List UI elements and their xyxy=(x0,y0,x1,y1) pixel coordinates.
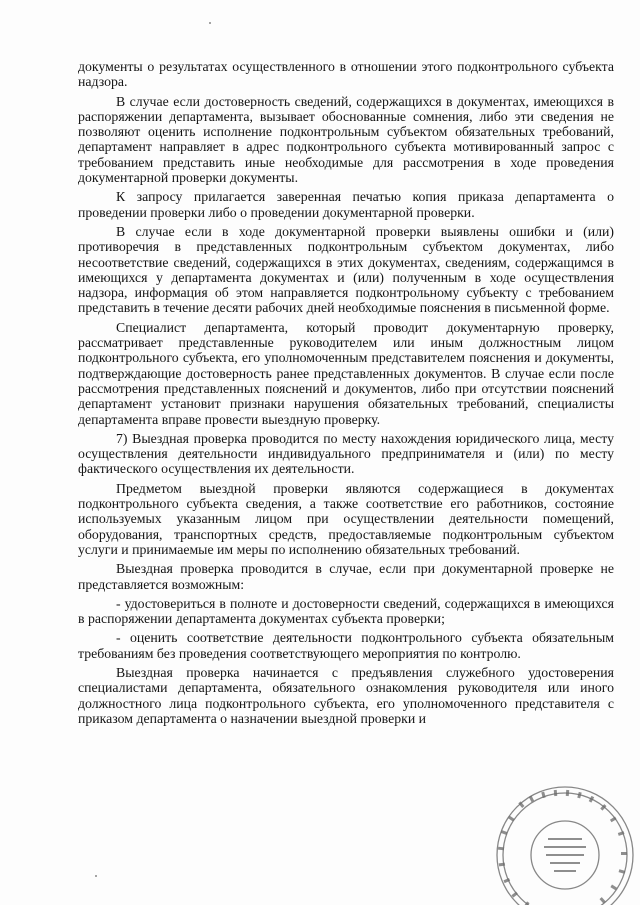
scan-speck xyxy=(95,875,97,877)
paragraph-9: - удостовериться в полноте и достоверности сведений, содержащихся в имеющихся в распоряжении департамента документах субъекта проверки; xyxy=(78,595,614,627)
paragraph-11: Выездная проверка начинается с предъявления служебного удостоверения специалистами департамента, обязательного ознакомления руководителя или иного должностного лица подконтрольного субъекта, его уполномоченного представителя с приказом департамента о назначении выездной проверки и xyxy=(78,664,614,726)
paragraph-10: - оценить соответствие деятельности подконтрольного субъекта обязательным требованиям без проведения соответствующего мероприятия по контролю. xyxy=(78,630,614,661)
official-stamp xyxy=(490,780,640,905)
paragraph-4: В случае если в ходе документарной проверки выявлены ошибки и (или) противоречия в представленных подконтрольным субъектом документах, либо несоответствие сведений, содержащихся в этих документах, сведениям, содержащимся в имеющихся у департамента документах и (или) полученным в ходе осуществления надзора, информация об этом направляется подконтрольному субъекту с требованием представить в течение десяти рабочих дней необходимые пояснения в письменной форме. xyxy=(78,223,614,316)
paragraph-6: 7) Выездная проверка проводится по месту нахождения юридического лица, месту осуществления деятельности индивидуального предпринимателя и (или) по месту фактического осуществления их деятельности. xyxy=(78,430,614,477)
scan-speck xyxy=(209,22,211,24)
paragraph-3: К запросу прилагается заверенная печатью копия приказа департамента о проведении проверки либо о проведении документарной проверки. xyxy=(78,189,614,220)
paragraph-2: В случае если достоверность сведений, содержащихся в документах, имеющихся в распоряжении департамента, вызывает обоснованные сомнения, либо эти сведения не позволяют оценить исполнение подконтрольным субъектом обязательных требований, департамент направляет в адрес подконтрольного субъекта мотивированный запрос с требованием представить иные необходимые для рассмотрения в ходе проведения документарной проверки документы. xyxy=(78,93,614,186)
paragraph-1: документы о результатах осуществленного в отношении этого подконтрольного субъекта надзора. xyxy=(78,59,614,90)
paragraph-7: Предметом выездной проверки являются содержащиеся в документах подконтрольного субъекта сведения, а также соответствие его работников, состояние используемых указанным лицом при осуществлении деятельности помещений, оборудования, транспортных средств, предоставляемые подконтрольным субъектом услуги и принимаемые им меры по исполнению обязательных требований. xyxy=(78,480,614,557)
paragraph-5: Специалист департамента, который проводит документарную проверку, рассматривает представленные руководителем или иным должностным лицом подконтрольного субъекта, его уполномоченным представителем пояснения и документы, подтверждающие достоверность ранее представленных документов. В случае если после рассмотрения представленных пояснений и документов, либо при отсутствии пояснений департамент установит признаки нарушения обязательных требований, специалисты департамента вправе провести выездную проверку. xyxy=(78,319,614,427)
document-body xyxy=(78,59,614,730)
paragraph-8: Выездная проверка проводится в случае, если при документарной проверке не представляется возможным: xyxy=(78,561,614,592)
